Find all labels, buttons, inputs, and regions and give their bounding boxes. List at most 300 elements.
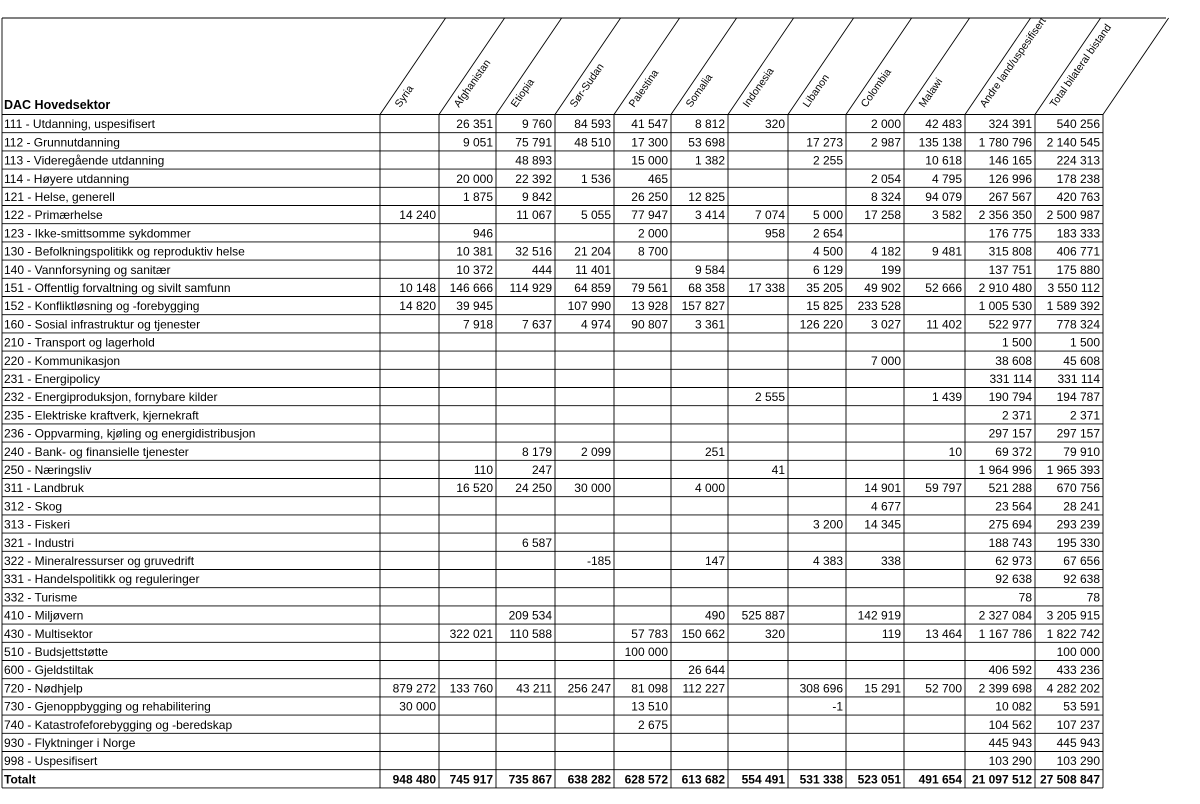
column-header: Libanon xyxy=(800,72,832,110)
cell-value: 41 547 xyxy=(631,117,668,132)
cell-value: 338 xyxy=(880,554,901,568)
table-row xyxy=(4,245,1100,259)
cell-value: 1 965 393 xyxy=(1046,463,1100,477)
row-label: 331 - Handelspolitikk og reguleringer xyxy=(4,572,200,587)
cell-value: 10 082 xyxy=(995,699,1032,714)
cell-value: 331 114 xyxy=(1057,372,1100,386)
cell-value: 59 797 xyxy=(925,481,962,496)
cell-value: 39 945 xyxy=(456,299,493,314)
cell-value: 3 027 xyxy=(870,317,901,332)
cell-value: 94 079 xyxy=(925,190,962,204)
cell-value: 554 491 xyxy=(741,772,785,787)
cell-value: 20 000 xyxy=(456,171,493,186)
row-label: 312 - Skog xyxy=(4,499,63,514)
cell-value: 199 xyxy=(880,262,901,277)
row-label: 250 - Næringsliv xyxy=(4,463,92,477)
cell-value: 406 592 xyxy=(988,663,1032,678)
cell-value: 107 237 xyxy=(1056,717,1100,732)
cell-value: 3 582 xyxy=(931,208,962,223)
cell-value: 540 256 xyxy=(1056,117,1100,132)
row-label: 111 - Utdanning, uspesifisert xyxy=(4,117,155,132)
cell-value: 24 250 xyxy=(515,481,552,496)
row-label: 510 - Budsjettstøtte xyxy=(4,645,109,659)
cell-value: 15 000 xyxy=(631,153,668,168)
column-header: Palestina xyxy=(626,67,662,110)
cell-value: 110 588 xyxy=(509,626,552,641)
cell-value: 45 608 xyxy=(1063,353,1100,368)
cell-value: 256 247 xyxy=(567,681,611,696)
cell-value: 2 054 xyxy=(870,171,901,186)
column-headers xyxy=(4,15,1114,112)
cell-value: 48 510 xyxy=(574,135,611,150)
cell-value: 10 618 xyxy=(925,153,962,168)
cell-value: 958 xyxy=(764,226,785,241)
cell-value: 176 775 xyxy=(988,226,1032,241)
cell-value: 638 282 xyxy=(567,772,611,787)
cell-value: 150 662 xyxy=(681,626,725,641)
cell-value: 2 910 480 xyxy=(978,281,1032,295)
row-label: 311 - Landbruk xyxy=(4,481,84,496)
cell-value: 948 480 xyxy=(392,772,436,787)
cell-value: 293 239 xyxy=(1056,517,1100,532)
table-row xyxy=(4,372,1100,386)
cell-value: 195 330 xyxy=(1056,535,1100,550)
cell-value: 522 977 xyxy=(988,317,1032,332)
cell-value: 9 842 xyxy=(521,190,552,204)
row-label: 130 - Befolkningspolitikk og reproduktiv helse xyxy=(4,244,245,259)
cell-value: 670 756 xyxy=(1056,481,1100,496)
cell-value: 4 282 202 xyxy=(1046,681,1100,696)
table-row xyxy=(4,427,1100,441)
table-row xyxy=(4,263,1100,277)
cell-value: 613 682 xyxy=(681,772,725,787)
row-label: 322 - Mineralressurser og gruvedrift xyxy=(4,554,195,568)
column-header: Afghanistan xyxy=(451,57,494,110)
table-row xyxy=(4,609,1100,623)
cell-value: 6 129 xyxy=(812,262,843,277)
cell-value: 5 055 xyxy=(580,208,611,223)
cell-value: 946 xyxy=(472,226,493,241)
cell-value: 1 822 742 xyxy=(1046,626,1100,641)
cell-value: 2 654 xyxy=(812,226,843,241)
cell-value: 420 763 xyxy=(1056,190,1100,204)
cell-value: 4 500 xyxy=(812,244,843,259)
cell-value: 28 241 xyxy=(1063,499,1100,514)
cell-value: 1 167 786 xyxy=(978,626,1032,641)
table-body xyxy=(4,117,1100,786)
cell-value: 15 291 xyxy=(864,681,901,696)
cell-value: 4 182 xyxy=(870,244,901,259)
table-row xyxy=(4,499,1100,513)
row-label: 930 - Flyktninger i Norge xyxy=(4,736,136,750)
cell-value: 7 000 xyxy=(870,353,901,368)
cell-value: 14 240 xyxy=(399,208,436,223)
cell-value: 146 666 xyxy=(449,281,493,295)
table-row xyxy=(4,590,1100,604)
cell-value: 126 220 xyxy=(799,317,843,332)
cell-value: 406 771 xyxy=(1056,244,1100,259)
cell-value: 49 902 xyxy=(864,281,901,295)
row-label: 231 - Energipolicy xyxy=(4,372,101,386)
column-header: Somalia xyxy=(683,71,716,110)
cell-value: 247 xyxy=(531,463,552,477)
cell-value: 444 xyxy=(531,262,552,277)
cell-value: 2 327 084 xyxy=(978,608,1032,623)
cell-value: 183 333 xyxy=(1056,226,1100,241)
row-label: 332 - Turisme xyxy=(4,590,78,605)
cell-value: 521 288 xyxy=(988,481,1032,496)
cell-value: 465 xyxy=(647,171,668,186)
cell-value: 2 371 xyxy=(1001,408,1032,423)
cell-value: 9 584 xyxy=(694,262,725,277)
row-label: 152 - Konfliktløsning og -forebygging xyxy=(4,299,200,314)
row-label: 160 - Sosial infrastruktur og tjenester xyxy=(4,317,201,332)
cell-value: 628 572 xyxy=(624,772,668,787)
cell-value: 27 508 847 xyxy=(1039,772,1100,787)
table-row xyxy=(4,481,1100,495)
cell-value: 21 097 512 xyxy=(971,772,1032,787)
table-title: DAC Hovedsektor xyxy=(4,98,111,112)
cell-value: 1 536 xyxy=(580,171,611,186)
cell-value: 11 402 xyxy=(926,317,962,332)
cell-value: 30 000 xyxy=(399,699,436,714)
cell-value: 17 258 xyxy=(864,208,901,223)
cell-value: 38 608 xyxy=(995,353,1032,368)
table-row xyxy=(4,172,1100,186)
cell-value: 10 381 xyxy=(456,244,493,259)
table-row xyxy=(4,281,1100,295)
cell-value: 142 919 xyxy=(857,608,901,623)
cell-value: 879 272 xyxy=(392,681,436,696)
cell-value: 114 929 xyxy=(509,281,552,295)
cell-value: 1 439 xyxy=(931,390,962,405)
cell-value: -1 xyxy=(832,699,843,714)
cell-value: 67 656 xyxy=(1063,554,1100,568)
cell-value: 525 887 xyxy=(741,608,785,623)
cell-value: 2 555 xyxy=(754,390,785,405)
cell-value: 23 564 xyxy=(995,499,1032,514)
row-label: 410 - Miljøvern xyxy=(4,608,84,623)
table-row xyxy=(4,154,1100,168)
cell-value: 11 401 xyxy=(575,262,611,277)
cell-value: 297 157 xyxy=(1056,426,1100,441)
cell-value: 322 021 xyxy=(449,626,493,641)
cell-value: 233 528 xyxy=(857,299,901,314)
row-label: 151 - Offentlig forvaltning og sivilt samfunn xyxy=(4,281,231,295)
cell-value: 433 236 xyxy=(1056,663,1100,678)
cell-value: 275 694 xyxy=(988,517,1032,532)
cell-value: 42 483 xyxy=(925,117,962,132)
table-row xyxy=(4,354,1100,368)
cell-value: 146 165 xyxy=(988,153,1032,168)
cell-value: 10 148 xyxy=(399,281,436,295)
cell-value: 104 562 xyxy=(988,717,1032,732)
cell-value: 209 534 xyxy=(508,608,552,623)
table-row xyxy=(4,536,1100,550)
cell-value: 2 987 xyxy=(870,135,901,150)
column-header: Malawi xyxy=(916,76,946,110)
cell-value: 137 751 xyxy=(988,262,1032,277)
cell-value: 78 xyxy=(1018,590,1032,605)
cell-value: 79 561 xyxy=(631,281,668,295)
cell-value: 75 791 xyxy=(515,135,552,150)
cell-value: 3 200 xyxy=(812,517,843,532)
cell-value: 331 114 xyxy=(989,372,1032,386)
cell-value: 90 807 xyxy=(631,317,668,332)
row-label: 600 - Gjeldstiltak xyxy=(4,663,94,678)
cell-value: 22 392 xyxy=(515,171,552,186)
cell-value: 2 000 xyxy=(637,226,668,241)
cell-value: 490 xyxy=(704,608,725,623)
column-header: Indonesia xyxy=(740,65,777,110)
cell-value: 8 812 xyxy=(694,117,725,132)
cell-value: 3 205 915 xyxy=(1046,608,1100,623)
cell-value: 3 550 112 xyxy=(1047,281,1100,295)
cell-value: 194 787 xyxy=(1056,390,1100,405)
table-row xyxy=(4,736,1100,750)
cell-value: 11 067 xyxy=(516,208,552,223)
cell-value: 188 743 xyxy=(988,535,1032,550)
table-row xyxy=(4,754,1100,768)
cell-value: 100 000 xyxy=(1056,645,1100,659)
cell-value: 13 510 xyxy=(631,699,668,714)
cell-value: 15 825 xyxy=(806,299,843,314)
table-row xyxy=(4,299,1100,313)
cell-value: 1 780 796 xyxy=(978,135,1032,150)
cell-value: 297 157 xyxy=(988,426,1032,441)
row-label: 112 - Grunnutdanning xyxy=(4,135,120,150)
cell-value: 175 880 xyxy=(1056,262,1100,277)
cell-value: 119 xyxy=(881,626,901,641)
cell-value: 4 795 xyxy=(931,171,962,186)
table-row xyxy=(4,627,1100,641)
cell-value: 4 000 xyxy=(694,481,725,496)
cell-value: 126 996 xyxy=(988,171,1032,186)
cell-value: 53 591 xyxy=(1063,699,1100,714)
cell-value: 445 943 xyxy=(988,736,1032,750)
cell-value: 178 238 xyxy=(1056,171,1100,186)
cell-value: 17 300 xyxy=(631,135,668,150)
row-label: 321 - Industri xyxy=(4,535,75,550)
cell-value: 523 051 xyxy=(857,772,901,787)
cell-value: 52 700 xyxy=(925,681,962,696)
table-row xyxy=(4,408,1100,422)
table-row xyxy=(4,117,1100,131)
cell-value: 81 098 xyxy=(631,681,668,696)
cell-value: 778 324 xyxy=(1056,317,1100,332)
cell-value: 2 500 987 xyxy=(1046,208,1100,223)
table-row xyxy=(4,518,1100,532)
table-row xyxy=(4,554,1100,568)
cell-value: 32 516 xyxy=(515,244,552,259)
cell-value: 21 204 xyxy=(574,244,611,259)
cell-value: 8 700 xyxy=(637,244,668,259)
cell-value: 92 638 xyxy=(995,572,1032,587)
cell-value: 103 290 xyxy=(1056,754,1100,769)
cell-value: 2 675 xyxy=(637,717,668,732)
row-label: 122 - Primærhelse xyxy=(4,208,103,223)
cell-value: 6 587 xyxy=(521,535,552,550)
table-row xyxy=(4,463,1100,477)
cell-value: 3 361 xyxy=(694,317,725,332)
cell-value: 7 918 xyxy=(462,317,493,332)
table-row xyxy=(4,681,1100,695)
cell-value: 62 973 xyxy=(995,554,1032,568)
table-row xyxy=(4,390,1100,404)
cell-value: 79 910 xyxy=(1063,444,1100,459)
table-row xyxy=(4,663,1100,677)
cell-value: 17 338 xyxy=(748,281,785,295)
cell-value: 10 xyxy=(948,444,962,459)
cell-value: 7 637 xyxy=(521,317,552,332)
cell-value: 2 000 xyxy=(870,117,901,132)
row-label: 210 - Transport og lagerhold xyxy=(4,335,155,350)
cell-value: 84 593 xyxy=(574,117,611,132)
table-row xyxy=(4,336,1100,350)
cell-value: 16 520 xyxy=(456,481,493,496)
row-label: 140 - Vannforsyning og sanitær xyxy=(4,262,171,277)
cell-value: 10 372 xyxy=(456,262,493,277)
row-label: 998 - Uspesifisert xyxy=(4,754,98,769)
cell-value: 267 567 xyxy=(988,190,1032,204)
cell-value: 320 xyxy=(764,626,785,641)
row-label: 730 - Gjenoppbygging og rehabilitering xyxy=(4,699,211,714)
cell-value: 14 901 xyxy=(864,481,901,496)
cell-value: 41 xyxy=(771,463,785,477)
column-header: Total bilateral bistand xyxy=(1047,22,1115,110)
cell-value: 26 250 xyxy=(631,190,668,204)
cell-value: 1 875 xyxy=(462,190,493,204)
cell-value: 224 313 xyxy=(1056,153,1100,168)
table-row xyxy=(4,445,1100,459)
cell-value: 9 481 xyxy=(931,244,962,259)
cell-value: 30 000 xyxy=(574,481,611,496)
cell-value: 745 917 xyxy=(449,772,493,787)
cell-value: 7 074 xyxy=(754,208,785,223)
table-row xyxy=(4,135,1100,149)
cell-value: 48 893 xyxy=(515,153,552,168)
cell-value: 315 808 xyxy=(988,244,1032,259)
cell-value: 52 666 xyxy=(925,281,962,295)
row-label: 113 - Videregående utdanning xyxy=(4,153,165,168)
cell-value: 1 589 392 xyxy=(1046,299,1100,314)
cell-value: 77 947 xyxy=(631,208,668,223)
column-header: Colombia xyxy=(858,66,894,110)
cell-value: 103 290 xyxy=(988,754,1032,769)
row-label: 430 - Multisektor xyxy=(4,626,93,641)
table-row xyxy=(4,718,1100,732)
cell-value: 14 820 xyxy=(399,299,436,314)
column-header: Sør-Sudan xyxy=(567,61,607,110)
cell-value: 17 273 xyxy=(806,135,843,150)
table-row xyxy=(4,700,1100,714)
cell-value: 135 138 xyxy=(918,135,962,150)
cell-value: 13 928 xyxy=(631,299,668,314)
cell-value: 531 338 xyxy=(799,772,843,787)
cell-value: 147 xyxy=(704,554,725,568)
table-row xyxy=(4,208,1100,222)
cell-value: 735 867 xyxy=(508,772,552,787)
cell-value: 53 698 xyxy=(688,135,725,150)
cell-value: 9 051 xyxy=(462,135,493,150)
cell-value: 157 827 xyxy=(681,299,725,314)
row-label: 235 - Elektriske kraftverk, kjernekraft xyxy=(4,408,199,423)
cell-value: 8 324 xyxy=(870,190,901,204)
table-row xyxy=(4,190,1100,204)
cell-value: 69 372 xyxy=(995,444,1032,459)
table-row xyxy=(4,226,1100,240)
cell-value: 445 943 xyxy=(1056,736,1100,750)
row-label: Totalt xyxy=(4,772,36,787)
cell-value: 133 760 xyxy=(449,681,493,696)
table-row xyxy=(4,317,1100,331)
cell-value: 107 990 xyxy=(567,299,611,314)
cell-value: 14 345 xyxy=(864,517,901,532)
cell-value: 2 140 545 xyxy=(1046,135,1100,150)
cell-value: 491 654 xyxy=(918,772,962,787)
cell-value: 8 179 xyxy=(521,444,552,459)
cell-value: 2 356 350 xyxy=(978,208,1032,223)
cell-value: 2 399 698 xyxy=(978,681,1032,696)
row-label: 313 - Fiskeri xyxy=(4,517,71,532)
cell-value: 100 000 xyxy=(624,645,668,659)
cell-value: 4 677 xyxy=(870,499,901,514)
cell-value: 2 255 xyxy=(812,153,843,168)
row-label: 114 - Høyere utdanning xyxy=(4,171,130,186)
cell-value: 13 464 xyxy=(925,626,962,641)
cell-value: 57 783 xyxy=(631,626,668,641)
row-label: 232 - Energiproduksjon, fornybare kilder xyxy=(4,390,218,405)
cell-value: 1 964 996 xyxy=(978,463,1032,477)
cell-value: 26 644 xyxy=(688,663,725,678)
cell-value: 35 205 xyxy=(806,281,843,295)
row-label: 236 - Oppvarming, kjøling og energidistribusjon xyxy=(4,426,256,441)
cell-value: 324 391 xyxy=(988,117,1032,132)
cell-value: 320 xyxy=(764,117,785,132)
cell-value: 112 227 xyxy=(682,681,725,696)
cell-value: 4 383 xyxy=(812,554,843,568)
row-label: 240 - Bank- og finansielle tjenester xyxy=(4,444,189,459)
cell-value: 92 638 xyxy=(1063,572,1100,587)
total-row xyxy=(4,772,1100,786)
row-label: 740 - Katastrofeforebygging og -beredskap xyxy=(4,717,233,732)
cell-value: 2 371 xyxy=(1069,408,1100,423)
cell-value: 308 696 xyxy=(799,681,843,696)
cell-value: 1 382 xyxy=(694,153,725,168)
column-header: Etiopia xyxy=(508,76,537,110)
cell-value: 1 005 530 xyxy=(978,299,1032,314)
cell-value: 12 825 xyxy=(688,190,725,204)
column-header: Syria xyxy=(392,83,417,110)
cell-value: 68 358 xyxy=(688,281,725,295)
cell-value: 1 500 xyxy=(1001,335,1032,350)
table-row xyxy=(4,572,1100,586)
cell-value: 5 000 xyxy=(812,208,843,223)
cell-value: 64 859 xyxy=(574,281,611,295)
cell-value: 110 xyxy=(473,463,493,477)
cell-value: 3 414 xyxy=(694,208,725,223)
table-row xyxy=(4,645,1100,659)
cell-value: 190 794 xyxy=(988,390,1032,405)
cell-value: 9 760 xyxy=(521,117,552,132)
cell-value: -185 xyxy=(586,554,611,568)
cell-value: 1 500 xyxy=(1069,335,1100,350)
row-label: 121 - Helse, generell xyxy=(4,190,115,204)
column-header: Andre land/uspesifisert xyxy=(977,15,1049,110)
row-label: 220 - Kommunikasjon xyxy=(4,353,121,368)
row-label: 720 - Nødhjelp xyxy=(4,681,83,696)
cell-value: 251 xyxy=(704,444,725,459)
